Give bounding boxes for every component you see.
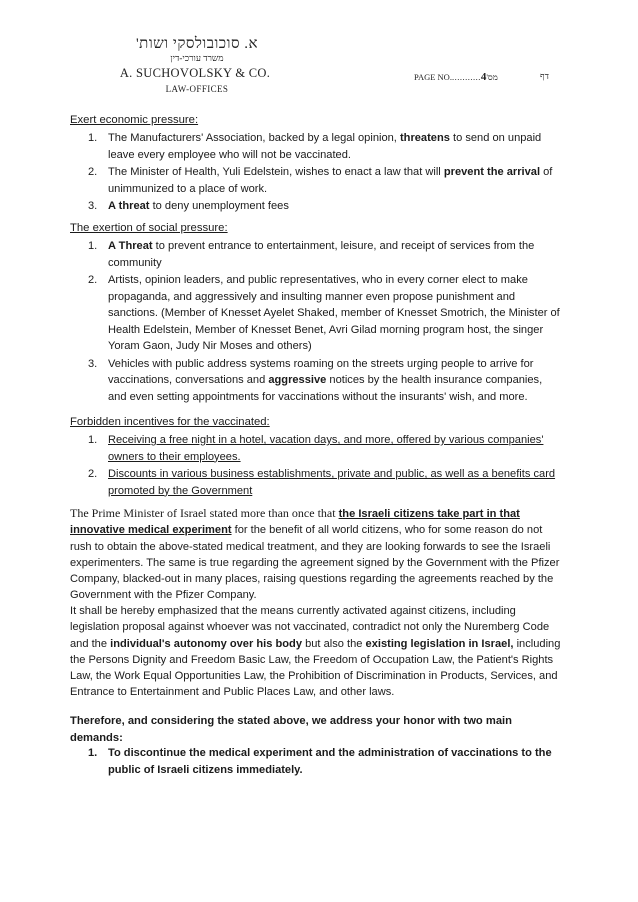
item-number: 1.: [88, 240, 98, 252]
demands-heading: Therefore, and considering the stated above, we address your honor with two main demands:: [70, 715, 512, 744]
paragraph-text: for the benefit of all world citizens, who for some reason do not rush to obtain the above-stated medical treatment, and they are looking forwards to see the Israeli experimenters. The same is true regarding the agreement signed by the Government with the Pfizer Company, blacked-out in many places, raising questions regarding the agreements reached by the Government with the Pfizer Company.: [70, 524, 560, 602]
item-text: of unimmunized to a place of work.: [108, 166, 553, 195]
page-dots: ...........: [451, 72, 481, 82]
list-item: [70, 745, 562, 778]
paragraph-text: but also the: [302, 637, 366, 650]
item-text: Artists, opinion leaders, and public representatives, who in every corner elect to make propaganda, and aggressively and insulting manner even propose punishment and sanctions. (Member of Knesset Ayelet Shaked, member of Knesset Smotrich, the Minister of Health Edelstein, Member of Knesset Benet, Avri Gilad morning program host, the singer Yoram Gaon, Judy Nir Moses and others): [108, 274, 560, 352]
economic-heading: Exert economic pressure:: [70, 114, 199, 126]
item-number: 1.: [88, 132, 98, 144]
item-text: to deny unemployment fees: [149, 200, 289, 212]
paragraph-text: It shall be hereby emphasized that the means currently activated against citizens, including legislation proposal against whoever was not vaccinated, contradict not only the Nuremberg Code and the: [70, 605, 550, 650]
list-item: [70, 466, 562, 499]
item-text: notices by the health insurance companies, and even setting appointments for vaccinations without the insurants' wish, and more.: [108, 374, 543, 403]
economic-list: [70, 130, 562, 216]
list-item: [70, 272, 562, 355]
item-number: 1.: [88, 434, 98, 446]
list-item: [70, 198, 562, 215]
paragraph-text: including the Persons Dignity and Freedom Basic Law, the Freedom of Occupation Law, the Patient's Rights Law, the Work Equal Opportunities Law, the Prohibition of Discrimination in Products, Services, and Entrance to Entertainment and Public Places Law, and other laws.: [70, 637, 561, 699]
list-item: [70, 238, 562, 271]
page-label-hebrew: מס': [486, 72, 498, 82]
demands-list: [70, 745, 562, 779]
social-list: [70, 238, 562, 406]
page-number-field: [414, 71, 498, 83]
letterhead-english-subtitle: LAW-OFFICES: [165, 84, 229, 94]
page-label: PAGE NO.: [414, 72, 452, 82]
paragraph-bold: individual's autonomy over his body: [110, 637, 302, 650]
item-bold: A threat: [108, 200, 150, 212]
forbidden-list: [70, 432, 562, 500]
item-number: 3.: [88, 200, 98, 212]
item-number: 2.: [88, 274, 98, 286]
page-number: 4: [480, 71, 487, 83]
paragraph-prime-minister: [70, 505, 566, 604]
item-text: Discounts in various business establishments, private and public, as well as a benefits card promoted by the Government: [108, 468, 556, 497]
item-text: to send on unpaid leave every employee who will not be vaccinated.: [108, 132, 542, 161]
letterhead-hebrew-subtitle: משרד עורכי-דין: [170, 53, 224, 63]
item-text: to prevent entrance to entertainment, leisure, and receipt of services from the community: [108, 240, 535, 269]
list-item: [70, 356, 562, 406]
paragraph-legislation: [70, 603, 566, 701]
item-bold: A Threat: [108, 240, 153, 252]
paragraph-bold: the Israeli citizens take part in that innovative medical experiment: [70, 508, 520, 537]
item-bold: prevent the arrival: [443, 166, 541, 178]
letterhead-hebrew-name: א. סוכובולסקי ושות': [135, 36, 258, 52]
forbidden-heading: Forbidden incentives for the vaccinated:: [70, 416, 270, 428]
item-number: 2.: [88, 166, 98, 178]
item-number: 1.: [88, 747, 98, 759]
item-text: Vehicles with public address systems roaming on the streets urging people to arrive for vaccinations, conversations and: [108, 357, 534, 386]
letterhead-english-name: A. SUCHOVOLSKY & CO.: [119, 66, 271, 80]
item-text: The Manufacturers' Association, backed by a legal opinion,: [108, 132, 400, 144]
paragraph-lead: The Prime Minister of Israel stated more than once that: [70, 506, 339, 520]
item-bold: threatens: [399, 132, 450, 144]
list-item: [70, 130, 562, 163]
item-number: 2.: [88, 468, 98, 480]
item-bold: aggressive: [268, 374, 327, 386]
paragraph-bold: existing legislation in Israel,: [365, 637, 514, 650]
item-text: Receiving a free night in a hotel, vacation days, and more, offered by various companies' owners to their employees.: [108, 434, 544, 463]
list-item: [70, 432, 562, 465]
social-heading: The exertion of social pressure:: [70, 222, 228, 234]
item-text: The Minister of Health, Yuli Edelstein, wishes to enact a law that will: [108, 166, 444, 178]
daf-label: דף: [540, 71, 549, 81]
item-number: 3.: [88, 357, 98, 370]
list-item: [70, 164, 562, 197]
item-text: To discontinue the medical experiment and the administration of vaccinations to the public of Israeli citizens immediately.: [108, 747, 552, 776]
